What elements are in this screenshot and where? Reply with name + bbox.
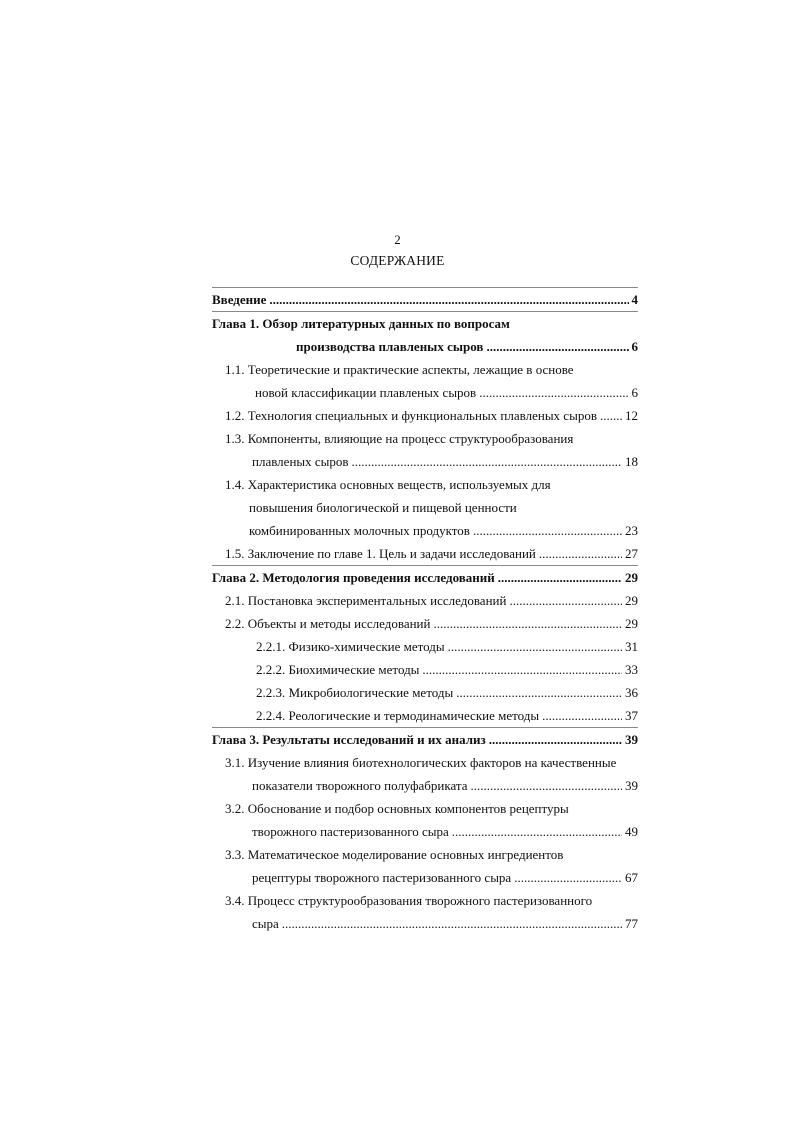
toc-line xyxy=(212,751,638,774)
toc-line xyxy=(212,866,638,889)
toc-page-number: 39 xyxy=(625,777,638,793)
toc-entry-text: 1.3. Компоненты, влияющие на процесс структурообразования xyxy=(225,430,574,446)
toc-section xyxy=(212,404,638,427)
toc-line xyxy=(212,288,638,311)
toc-section xyxy=(212,589,638,612)
toc-title: СОДЕРЖАНИЕ xyxy=(350,253,445,268)
toc-line xyxy=(212,519,638,542)
toc-entry-text: новой классификации плавленых сыров xyxy=(255,384,477,400)
table-of-contents xyxy=(212,287,638,935)
toc-chapter xyxy=(212,287,638,311)
toc-entry-text: творожного пастеризованного сыра xyxy=(252,823,449,839)
toc-page-number: 23 xyxy=(625,522,638,538)
dot-leader xyxy=(600,408,622,424)
toc-line xyxy=(212,566,638,589)
dot-leader xyxy=(473,523,622,539)
toc-line xyxy=(212,889,638,912)
toc-line xyxy=(212,473,638,496)
dot-leader xyxy=(471,778,622,794)
dot-leader xyxy=(456,685,622,701)
toc-line xyxy=(212,381,638,404)
toc-page-number: 18 xyxy=(625,453,638,469)
toc-line xyxy=(212,589,638,612)
toc-line xyxy=(212,912,638,935)
toc-entry-text: 2.1. Постановка экспериментальных исследований xyxy=(225,592,507,608)
toc-page-number: 6 xyxy=(631,338,638,354)
toc-entry-text: рецептуры творожного пастеризованного сыра xyxy=(252,869,512,885)
dot-leader xyxy=(489,732,622,748)
toc-page-number: 49 xyxy=(625,823,638,839)
toc-line xyxy=(212,728,638,751)
dot-leader xyxy=(498,570,622,586)
toc-line xyxy=(212,774,638,797)
toc-page-number: 77 xyxy=(625,915,638,931)
toc-page-number: 31 xyxy=(625,638,638,654)
toc-line xyxy=(212,658,638,681)
toc-line xyxy=(212,704,638,727)
toc-section xyxy=(212,681,638,704)
toc-entry-text: 2.2.4. Реологические и термодинамические методы xyxy=(256,707,540,723)
toc-entry-text: 2.2.3. Микробиологические методы xyxy=(256,684,454,700)
toc-section xyxy=(212,658,638,681)
toc-page-number: 4 xyxy=(631,291,638,307)
toc-page-number: 29 xyxy=(625,615,638,631)
toc-section xyxy=(212,797,638,843)
dot-leader xyxy=(509,593,622,609)
dot-leader xyxy=(486,339,628,355)
toc-section xyxy=(212,635,638,658)
toc-entry-text: 2.2. Объекты и методы исследований xyxy=(225,615,431,631)
dot-leader xyxy=(539,546,622,562)
toc-entry-text: 3.4. Процесс структурообразования творожного пастеризованного xyxy=(225,892,593,908)
toc-chapter xyxy=(212,565,638,589)
toc-chapter xyxy=(212,311,638,358)
toc-section xyxy=(212,612,638,635)
dot-leader xyxy=(542,708,622,724)
toc-section xyxy=(212,704,638,727)
toc-section xyxy=(212,473,638,542)
toc-entry-text: 3.1. Изучение влияния биотехнологических факторов на качественные xyxy=(225,754,617,770)
toc-entry-text: Введение xyxy=(212,291,267,307)
toc-entry-text: плавленых сыров xyxy=(252,453,349,469)
toc-line xyxy=(212,681,638,704)
toc-page-number: 27 xyxy=(625,545,638,561)
toc-entry-text: сыра xyxy=(252,915,279,931)
toc-entry-text: 1.1. Теоретические и практические аспекты, лежащие в основе xyxy=(225,361,574,377)
toc-chapter xyxy=(212,727,638,751)
dot-leader xyxy=(352,454,622,470)
toc-entry-text: повышения биологической и пищевой ценности xyxy=(249,499,517,515)
toc-entry-text: 3.3. Математическое моделирование основных ингредиентов xyxy=(225,846,564,862)
toc-page-number: 6 xyxy=(631,384,638,400)
toc-line xyxy=(212,820,638,843)
toc-section xyxy=(212,751,638,797)
toc-line xyxy=(212,635,638,658)
toc-line xyxy=(212,312,638,335)
toc-entry-text: Глава 2. Методология проведения исследований xyxy=(212,569,495,585)
dot-leader xyxy=(422,662,622,678)
dot-leader xyxy=(282,916,622,932)
toc-entry-text: Глава 1. Обзор литературных данных по вопросам xyxy=(212,315,510,331)
toc-entry-text: 3.2. Обоснование и подбор основных компонентов рецептуры xyxy=(225,800,569,816)
toc-section xyxy=(212,358,638,404)
dot-leader xyxy=(269,292,628,308)
dot-leader xyxy=(479,385,628,401)
toc-section xyxy=(212,843,638,889)
toc-page-number: 29 xyxy=(625,569,638,585)
toc-entry-text: 1.4. Характеристика основных веществ, используемых для xyxy=(225,476,551,492)
toc-entry-text: показатели творожного полуфабриката xyxy=(252,777,468,793)
dot-leader xyxy=(452,824,622,840)
toc-line xyxy=(212,404,638,427)
toc-section xyxy=(212,889,638,935)
toc-line xyxy=(212,797,638,820)
page-number: 2 xyxy=(394,232,401,247)
toc-page-number: 29 xyxy=(625,592,638,608)
toc-line xyxy=(212,843,638,866)
toc-entry-text: 2.2.1. Физико-химические методы xyxy=(256,638,445,654)
toc-page-number: 39 xyxy=(625,731,638,747)
toc-page-number: 33 xyxy=(625,661,638,677)
toc-page-number: 37 xyxy=(625,707,638,723)
toc-section xyxy=(212,542,638,565)
toc-page-number: 67 xyxy=(625,869,638,885)
toc-line xyxy=(212,612,638,635)
toc-entry-text: 2.2.2. Биохимические методы xyxy=(256,661,420,677)
dot-leader xyxy=(433,616,622,632)
dot-leader xyxy=(514,870,622,886)
toc-entry-text: 1.2. Технология специальных и функциональных плавленых сыров xyxy=(225,407,597,423)
toc-entry-text: 1.5. Заключение по главе 1. Цель и задачи исследований xyxy=(225,545,536,561)
toc-line xyxy=(212,542,638,565)
toc-line xyxy=(212,427,638,450)
toc-page-number: 36 xyxy=(625,684,638,700)
toc-line xyxy=(212,335,638,358)
toc-line xyxy=(212,358,638,381)
toc-line xyxy=(212,450,638,473)
toc-entry-text: Глава 3. Результаты исследований и их анализ xyxy=(212,731,486,747)
toc-entry-text: комбинированных молочных продуктов xyxy=(249,522,470,538)
toc-page-number: 12 xyxy=(625,407,638,423)
toc-line xyxy=(212,496,638,519)
dot-leader xyxy=(448,639,622,655)
toc-section xyxy=(212,427,638,473)
toc-entry-text: производства плавленых сыров xyxy=(296,338,484,354)
